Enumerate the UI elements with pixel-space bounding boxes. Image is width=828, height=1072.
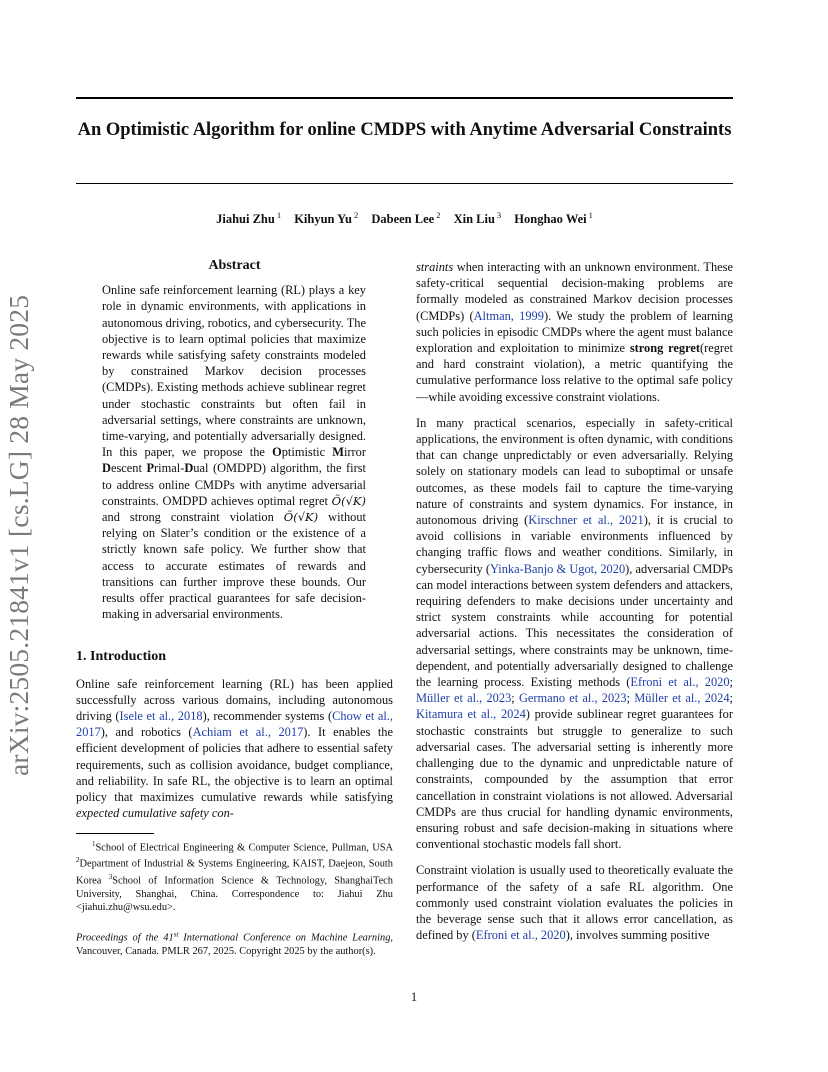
footnote-text: School of Electrical Engineering & Computer Science, Pullman, USA xyxy=(95,841,393,853)
citation-separator: ; xyxy=(626,691,635,706)
body-text-emphasis: expected cumulative safety con- xyxy=(76,806,234,821)
citation-link[interactable]: Efroni et al., 2020 xyxy=(630,675,730,690)
proceedings-note xyxy=(76,928,393,958)
right-column xyxy=(416,259,733,953)
author xyxy=(454,212,502,226)
abstract-text: ptimistic xyxy=(281,445,333,460)
proceedings-text: , Vancouver, Canada. PMLR 267, 2025. Copyright 2025 by the author(s). xyxy=(76,932,393,958)
abstract-text: and strong constraint violation xyxy=(102,510,284,525)
body-text: ), involves summing positive xyxy=(565,928,710,943)
acronym-letter: D xyxy=(184,461,194,476)
citation-link[interactable]: Altman, 1999 xyxy=(473,308,544,323)
citation-link[interactable]: Chow et al., 2017 xyxy=(76,709,393,740)
body-text: Online safe reinforcement learning (RL) has been applied successfully across various domains, including autonomous driving ( xyxy=(76,676,393,724)
citation-separator: ; xyxy=(729,691,733,706)
abstract-text: ual xyxy=(193,461,209,476)
arxiv-stamp[interactable]: arXiv:2505.21841v1 [cs.LG] 28 May 2025 xyxy=(3,294,34,776)
body-text: Constraint violation is usually used to theoretically evaluate the performance of the safety of a safe RL algorithm. One commonly used constraint violation evaluates the policies in the beverage sense such that it allows error cancellation, as defined by ( xyxy=(416,863,733,943)
paper-title: An Optimistic Algorithm for online CMDPS with Anytime Adversarial Constraints xyxy=(77,120,732,140)
citation-link[interactable]: Kitamura et al., 2024 xyxy=(416,707,526,722)
body-text: (regret and hard constraint violation), a metric quantifying the cumulative performance loss relative to the optimal safe policy—while avoiding excessive constraint violations. xyxy=(416,341,733,404)
title-rule-top xyxy=(76,97,733,99)
body-paragraph xyxy=(416,862,733,943)
author-affil: 1 xyxy=(276,210,282,220)
body-text: ) provide sublinear regret guarantees for stochastic constraints but struggle to generalize to such adversarial cases. The adversarial setting is inherently more challenging due to the dynamic and unpredictable nature of constraints, compounded by the assumption that error cancellation in constraint violations is not allowed. Adversarial CMDPs are thus crucial for handling dynamic environments, ensuring robust and safe decision-making in situations where conventional stochastic models fall short. xyxy=(416,707,733,852)
citation-link[interactable]: Achiam et al., 2017 xyxy=(192,725,304,740)
body-text: ), recommender systems ( xyxy=(202,709,333,724)
author-name: Xin Liu xyxy=(453,212,495,227)
abstract-text: irror xyxy=(343,445,366,460)
citation-link[interactable]: Müller et al., 2023 xyxy=(416,691,512,706)
violation-bound-math: Õ(√K) xyxy=(283,510,319,525)
author xyxy=(371,212,440,226)
intro-paragraph xyxy=(76,676,393,822)
author-affil: 1 xyxy=(588,210,593,220)
body-text: ), it is crucial to avoid collisions in variable environments influenced by changing traffic flows and weather conditions. Similarly, in cybersecurity ( xyxy=(416,513,733,576)
section-heading-introduction: 1. Introduction xyxy=(76,649,166,665)
body-text: ), adversarial CMDPs can model interactions between system defenders and attackers, requiring defenders to make decisions under uncertainty and strict system constraints while accounting for potential adversarial actions. This necessitates the consideration of adversarial settings, where constraints may be unknown, time-dependent, and potentially adversarially designed to challenge the learning process. Existing methods ( xyxy=(416,561,733,690)
acronym-letter: D xyxy=(102,461,111,476)
body-paragraph xyxy=(416,415,733,852)
abstract-text: Online safe reinforcement learning (RL) plays a key role in dynamic environments, with applications in autonomous driving, robotics, and cybersecurity. The objective is to learn optimal policies that maximize rewards while satisfying safety constraints modeled by constrained Markov decision processes (CMDPs). Existing methods achieve sublinear regret under stochastic constraints but often fail in adversarial settings, where constraints are unknown, time-varying, and potentially adversarially designed. In this paper, we propose the xyxy=(102,283,366,460)
title-rule-bottom xyxy=(76,183,733,184)
footnote-rule xyxy=(76,833,154,834)
abstract-text: (OMDPD) algorithm, the first to address online CMDPs with anytime adversarial constraints. OMDPD achieves optimal regret xyxy=(102,461,366,508)
proceedings-text: International Conference on Machine Learning xyxy=(178,932,391,944)
abstract-text: escent xyxy=(110,461,147,476)
author-affil: 3 xyxy=(496,210,502,220)
page-number: 1 xyxy=(410,990,418,1004)
body-text-emphasis: straints xyxy=(416,260,454,274)
citation-link[interactable]: Germano et al., 2023 xyxy=(518,691,627,706)
author xyxy=(514,212,593,226)
abstract-text: rimal- xyxy=(154,461,185,476)
citation-link[interactable]: Yinka-Banjo & Ugot, 2020 xyxy=(490,561,626,576)
proceedings-sup: st xyxy=(173,930,179,939)
citation-link[interactable]: Müller et al., 2024 xyxy=(634,691,730,706)
left-column xyxy=(76,258,393,958)
acronym-letter: M xyxy=(332,445,344,460)
author-list xyxy=(76,210,733,227)
footnote-text: Department of Industrial & Systems Engineering, KAIST, Daejeon, South Korea xyxy=(76,858,393,887)
body-text: when interacting with an unknown environment. These safety-critical sequential decision-making problems are formally modeled as constrained Markov decision processes (CMDPs) ( xyxy=(416,260,733,323)
citation-link[interactable]: Isele et al., 2018 xyxy=(119,709,203,724)
body-paragraph xyxy=(416,259,733,405)
body-text: ). We study the problem of learning such policies in episodic CMDPs where the agent must balance exploration and exploitation to minimize xyxy=(416,308,733,356)
author-name: Jiahui Zhu xyxy=(216,212,275,227)
footnote-marker: 1 xyxy=(92,839,96,848)
author-name: Dabeen Lee xyxy=(371,212,435,227)
author-affil: 2 xyxy=(353,210,359,220)
author-affil: 2 xyxy=(436,210,441,220)
body-text: ). It enables the efficient development of policies that adhere to essential safety requirements, such as collision avoidance, budget compliance, and reliability. In safe RL, the objective is to learn an optimal policy that maximizes cumulative rewards while satisfying xyxy=(76,725,393,805)
author xyxy=(294,212,358,226)
footnote-text: School of Information Science & Technology, ShanghaiTech University, Shanghai, China. Correspondence to: Jiahui Zhu <jiahui.zhu@wsu.edu>. xyxy=(76,875,393,914)
abstract-heading: Abstract xyxy=(208,258,261,273)
author-name: Kihyun Yu xyxy=(294,212,352,227)
abstract-body xyxy=(76,282,393,622)
footnote-marker: 3 xyxy=(108,873,113,882)
footnote-marker: 2 xyxy=(76,856,80,865)
author xyxy=(216,212,281,226)
proceedings-text: Proceedings of the 41 xyxy=(76,932,174,944)
body-text: ), and robotics ( xyxy=(100,725,193,740)
citation-separator: ; xyxy=(729,675,733,690)
citation-link[interactable]: Efroni et al., 2020 xyxy=(475,928,566,943)
body-text-strong: strong regret xyxy=(629,341,700,356)
author-name: Honghao Wei xyxy=(514,212,587,227)
affiliation-footnote xyxy=(76,838,393,915)
regret-bound-math: Õ(√K) xyxy=(331,493,366,508)
acronym-letter: P xyxy=(146,461,155,476)
citation-link[interactable]: Kirschner et al., 2021 xyxy=(528,513,644,528)
abstract-text: without relying on Slater’s condition or the existence of a strictly known safe policy. We further show that access to accurate estimates of rewards and transitions can further improve these bounds. Our results offer practical guarantees for safe decision-making in adversarial environments. xyxy=(102,510,366,622)
body-text: In many practical scenarios, especially in safety-critical applications, the environment is often dynamic, with conditions that can change unpredictably or even adversarially. Relying solely on stationary models can lead to suboptimal or unsafe outcomes, as these models fail to capture the time-varying nature of constraints and system dynamics. For instance, in autonomous driving ( xyxy=(416,415,733,528)
acronym-letter: O xyxy=(272,445,282,460)
citation-separator: ; xyxy=(511,691,519,706)
